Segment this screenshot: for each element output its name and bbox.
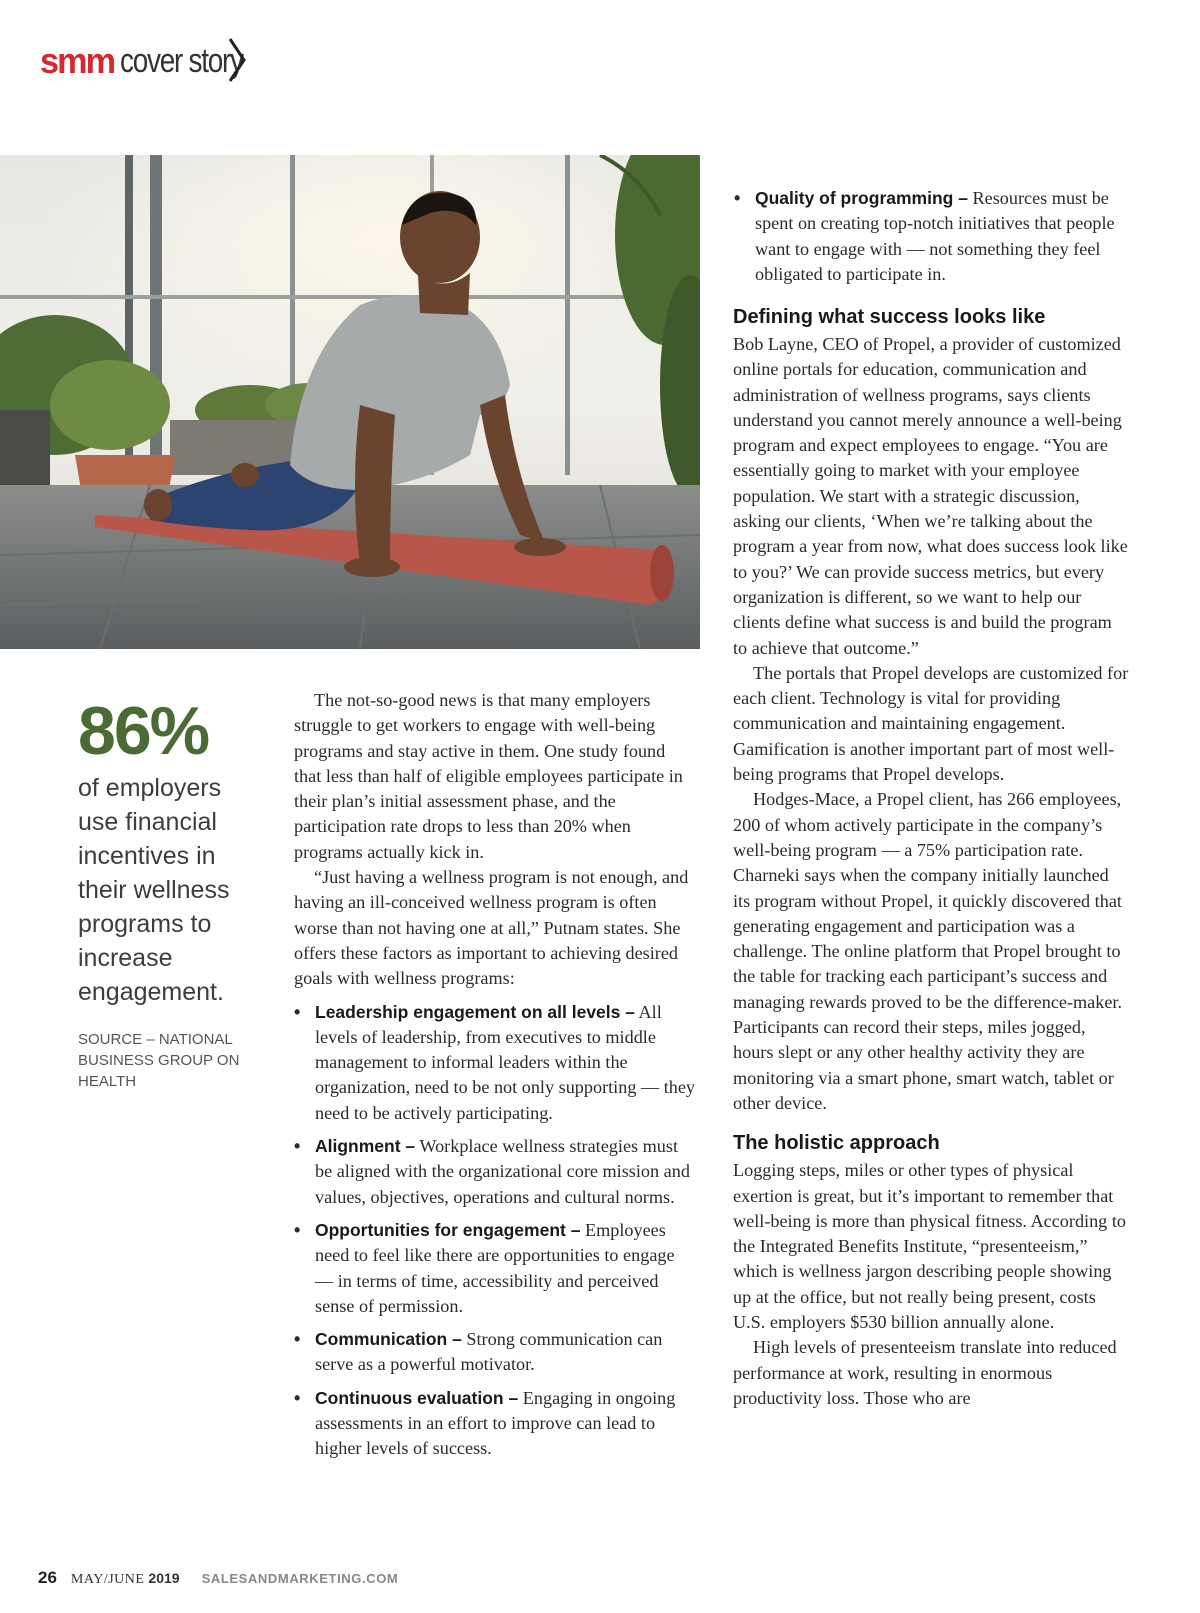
- article-column-middle: [294, 688, 696, 1470]
- list-item-lead: Leadership engagement on all levels –: [315, 1001, 635, 1022]
- paragraph: Hodges-Mace, a Propel client, has 266 employees, 200 of whom actively participate in the company’s well-being program — a 75% participation rate. Charneki says when the company initially launched its program without Propel, it quickly discovered that generating engagement and participation was a challenge. The online platform that Propel brought to the table for tracking each participant’s success and managing rewards proved to be the difference-maker. Participants can record their steps, miles jogged, hours slept or any other healthy activity they are monitoring via a smart phone, smart watch, tablet or other device.: [733, 789, 1123, 1113]
- article-column-right: [733, 304, 1129, 1411]
- chevron-right-icon: [226, 36, 252, 84]
- paragraph: Bob Layne, CEO of Propel, a provider of customized online portals for education, communication and administration of wellness programs, says clients understand you cannot merely announce a well-being program and expect employees to engage. “You are essentially going to market with your employee population. We start with a strategic discussion, asking our clients, ‘When we’re talking about the program a year from now, what does success look like to you?’ We can provide success metrics, but every organization is different, so we want to help our clients define what success is and build the program to achieve that outcome.”: [733, 334, 1128, 658]
- stat-description: of employers use financial incentives in their wellness programs to increase engagement.: [78, 774, 230, 1006]
- factor-list: [294, 1000, 696, 1462]
- paragraph: Logging steps, miles or other types of physical exertion is great, but it’s important to remember that well-being is more than physical fitness. According to the Integrated Benefits Institute, “presenteeism,” which is wellness jargon describing people showing up at the office, but not really being present, costs U.S. employers $530 billion annually alone.: [733, 1160, 1126, 1332]
- stat-source: SOURCE – NATIONAL BUSINESS GROUP ON HEALTH: [78, 1031, 240, 1090]
- paragraph: “Just having a wellness program is not enough, and having an ill-conceived wellness program is often worse than not having one at all,” Putnam states. She offers these factors as important to achieving desired goals with wellness programs:: [294, 867, 689, 989]
- list-item: • Alignment – Workplace wellness strategies must be aligned with the organizational core mission and values, objectives, operations and cultural norms.: [294, 1136, 690, 1207]
- article-column-right-top: [734, 186, 1129, 295]
- list-item-lead: Opportunities for engagement –: [315, 1219, 581, 1240]
- list-item-text: Employees need to feel like there are opportunities to engage — in terms of time, accessibility and perceived sense of permission.: [315, 1219, 675, 1316]
- list-item-lead: Quality of programming –: [755, 188, 968, 208]
- paragraph: The not-so-good news is that many employers struggle to get workers to engage with well-being programs and stay active in them. One study found that less than half of eligible employees participate in their plan’s initial assessment phase, and the participation rate drops to less than 20% when programs actually kick in.: [294, 690, 683, 862]
- list-item-text: Resources must be spent on creating top-notch initiatives that people want to engage with — not something they feel obligated to participate in.: [755, 188, 1115, 284]
- list-item-lead: Alignment –: [315, 1136, 416, 1157]
- list-item-text: All levels of leadership, from executives to middle management to informal leaders within the organization, need to be not only supporting — they need to be actively participating.: [315, 1001, 696, 1123]
- factor-list-continued: [734, 186, 1129, 287]
- section-header: [38, 36, 270, 86]
- section-heading: Defining what success looks like: [733, 306, 1046, 328]
- stat-callout: [78, 695, 258, 1092]
- issue-year: 2019: [148, 1570, 180, 1586]
- paragraph: High levels of presenteeism translate into reduced performance at work, resulting in enormous productivity loss. Those who are: [733, 1337, 1117, 1408]
- list-item: • Communication – Strong communication can serve as a powerful motivator.: [294, 1329, 663, 1375]
- stat-number: 86%: [78, 693, 209, 769]
- list-item: • Leadership engagement on all levels – All levels of leadership, from executives to middle management to informal leaders within the organization, need to be not only supporting — they need to be actively participating.: [294, 1001, 696, 1123]
- website-url: SALESANDMARKETING.COM: [201, 1571, 399, 1586]
- list-item-text: Strong communication can serve as a powerful motivator.: [315, 1329, 663, 1375]
- paragraph: The portals that Propel develops are customized for each client. Technology is vital for providing communication and maintaining engagement. Gamification is another important part of most well-being programs that Propel develops.: [733, 662, 1129, 785]
- section-label: cover story: [120, 41, 243, 80]
- page-number: 26: [38, 1568, 57, 1587]
- magazine-logo: smm: [39, 40, 115, 81]
- list-item: • Quality of programming – Resources must be spent on creating top-notch initiatives that people want to engage with — not something they feel obligated to participate in.: [734, 188, 1115, 284]
- list-item-lead: Communication –: [315, 1329, 462, 1350]
- page-footer: [38, 1568, 398, 1588]
- list-item: • Opportunities for engagement – Employees need to feel like there are opportunities to engage — in terms of time, accessibility and perceived sense of permission.: [294, 1219, 675, 1316]
- yoga-photo: [0, 155, 700, 649]
- section-heading: The holistic approach: [733, 1132, 940, 1155]
- list-item-text: Workplace wellness strategies must be aligned with the organizational core mission and values, objectives, operations and cultural norms.: [315, 1136, 690, 1207]
- list-item-lead: Continuous evaluation –: [315, 1387, 519, 1408]
- list-item-text: Engaging in ongoing assessments in an effort to improve can lead to higher levels of success.: [315, 1387, 676, 1459]
- list-item: • Continuous evaluation – Engaging in ongoing assessments in an effort to improve can lead to higher levels of success.: [294, 1387, 676, 1459]
- issue-date: MAY/JUNE: [70, 1572, 145, 1587]
